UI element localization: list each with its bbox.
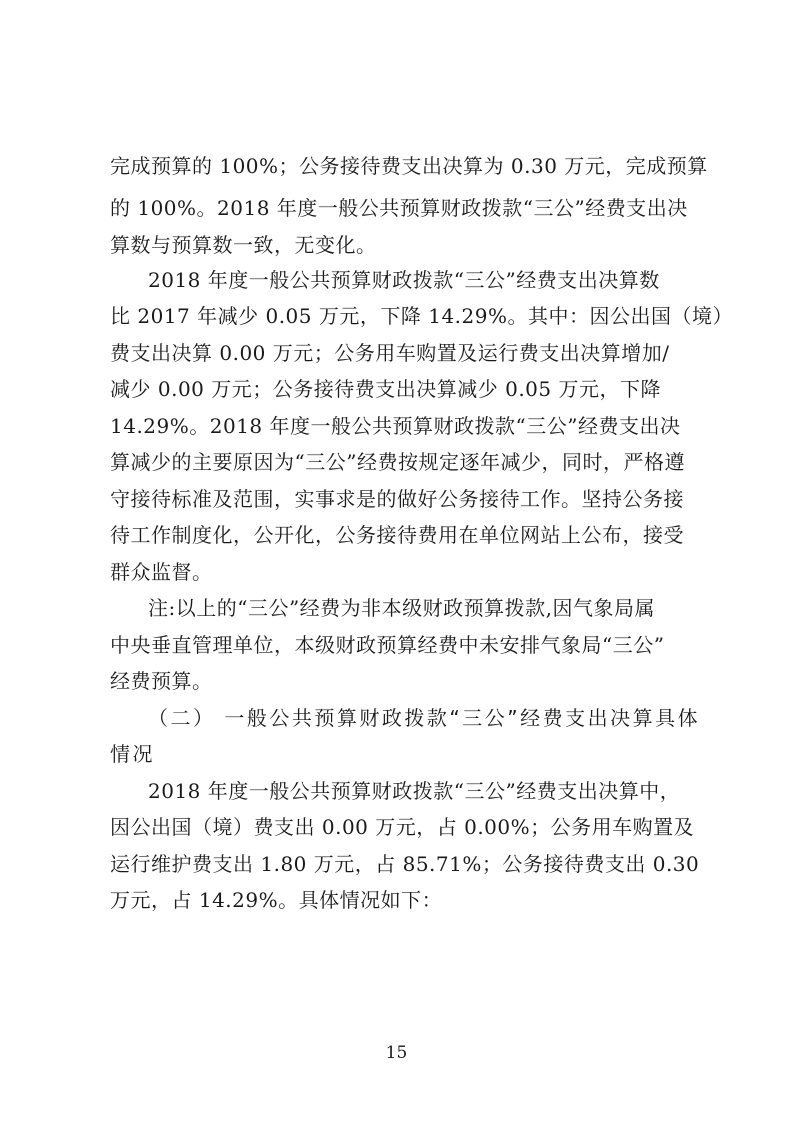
text-line: 比 2017 年减少 0.05 万元，下降 14.29%。其中：因公出国（境） [110,304,733,328]
text-line: 运行维护费支出 1.80 万元，占 85.71%；公务接待费支出 0.30 [110,852,700,876]
text-line: 完成预算的 100%；公务接待费支出决算为 0.30 万元，完成预算 [110,154,708,178]
note-line: 注:以上的“三公”经费为非本级财政预算拨款,因气象局属 [148,596,656,620]
text-line: 待工作制度化，公开化，公务接待费用在单位网站上公布，接受 [110,523,684,547]
text-line: 群众监督。 [110,560,213,584]
text-line: 守接待标准及范围，实事求是的做好公务接待工作。坚持公务接 [110,487,684,511]
text-line: 算减少的主要原因为“三公”经费按规定逐年减少，同时，严格遵 [110,450,685,474]
text-line: 因公出国（境）费支出 0.00 万元，占 0.00%；公务用车购置及 [110,815,695,839]
text-line: 减少 0.00 万元；公务接待费支出决算减少 0.05 万元，下降 [110,377,661,401]
note-line: 中央垂直管理单位，本级财政预算经费中未安排气象局“三公” [110,633,665,657]
text-line: 费支出决算 0.00 万元；公务用车购置及运行费支出决算增加/ [110,341,670,365]
text-line: 万元，占 14.29%。具体情况如下： [110,888,443,912]
text-line: 14.29%。2018 年度一般公共预算财政拨款“三公”经费支出决 [110,414,681,438]
paragraph-start-line: 2018 年度一般公共预算财政拨款“三公”经费支出决算中， [148,779,681,803]
page-number: 15 [385,1043,408,1063]
text-line: 的 100%。2018 年度一般公共预算财政拨款“三公”经费支出决 [110,196,688,220]
text-line: 算数与预算数一致，无变化。 [110,233,377,257]
paragraph-start-line: 2018 年度一般公共预算财政拨款“三公”经费支出决算数 [148,268,660,292]
section-heading-continued: 情况 [110,742,155,766]
note-line: 经费预算。 [110,669,213,693]
section-heading: （二） 一般公共预算财政拨款“三公”经费支出决算具体 [148,706,701,730]
